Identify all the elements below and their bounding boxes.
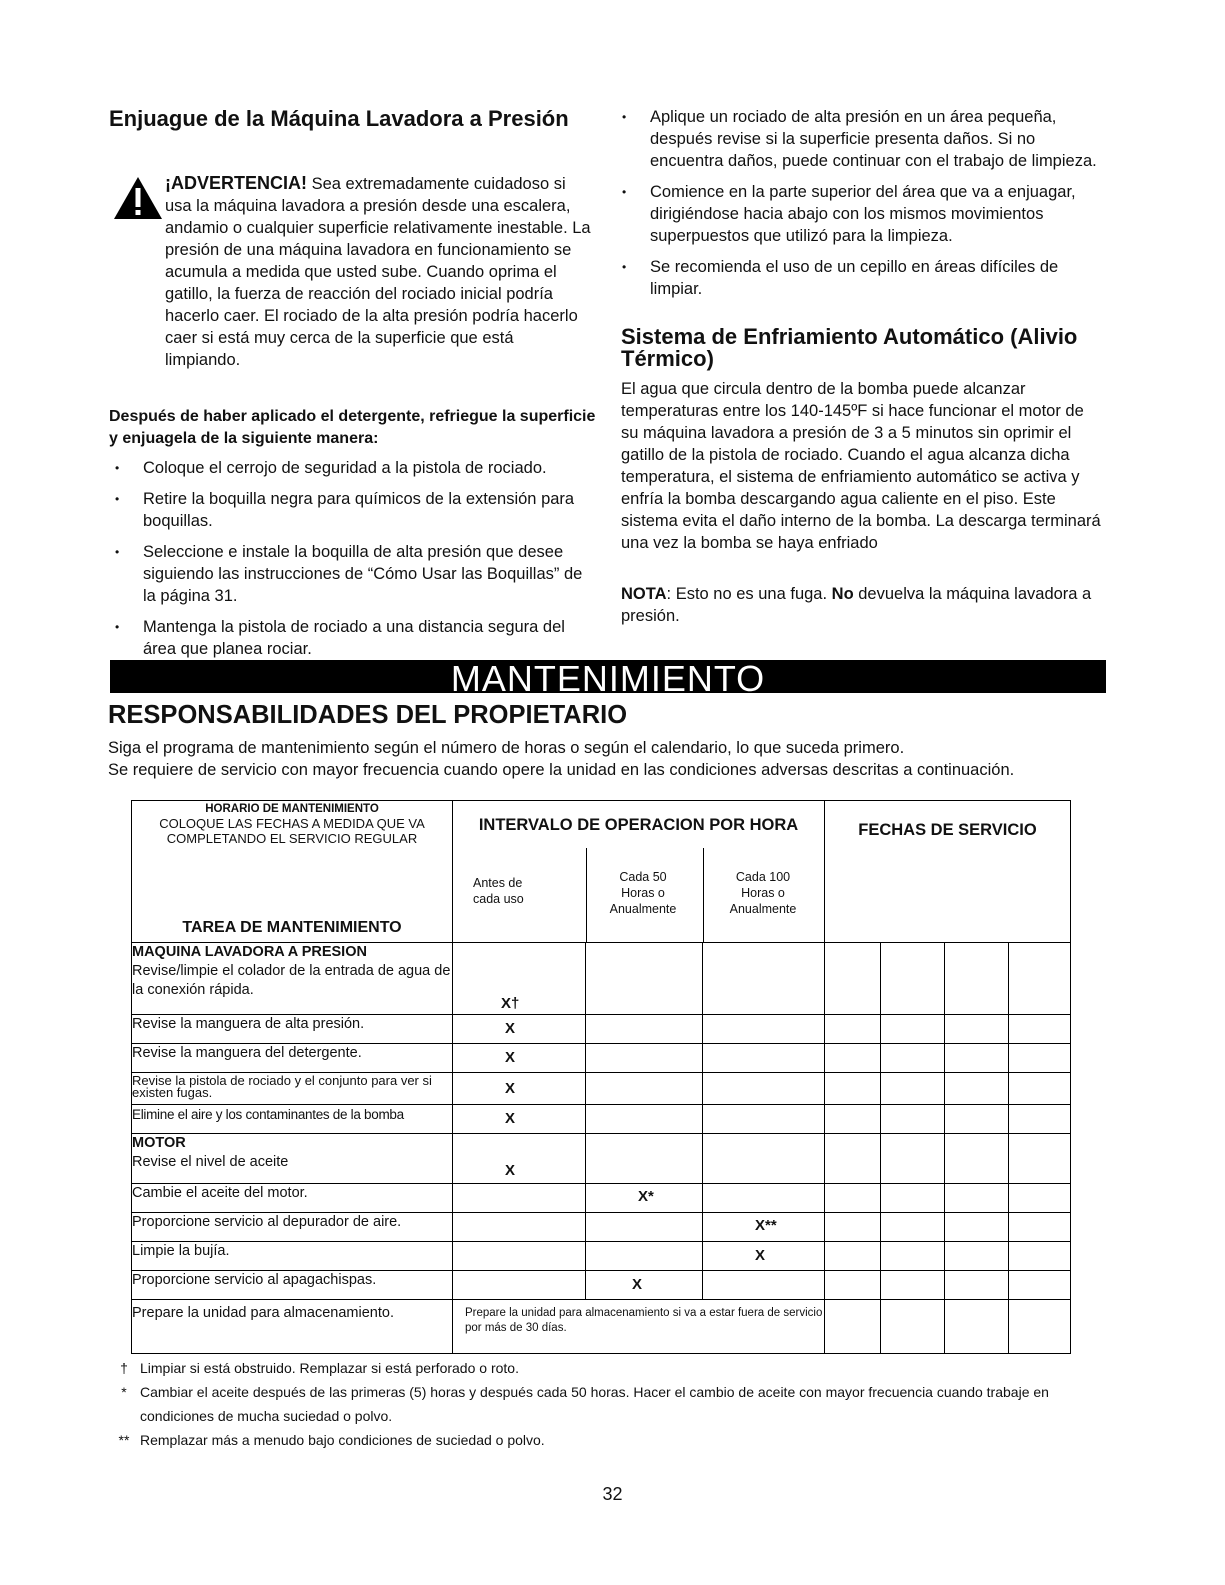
dates-header-cell xyxy=(825,801,1071,943)
interval-mark: X** xyxy=(755,1217,777,1234)
task-text: Limpie la bujía. xyxy=(132,1242,453,1271)
col-every-50: Cada 50 Horas o Anualmente xyxy=(609,870,677,916)
task-text: Revise la pistola de rociado y el conjunto para ver si existen fugas. xyxy=(132,1073,453,1105)
col-before-each-use: Antes de cada uso xyxy=(473,876,524,906)
table-row xyxy=(132,1242,1071,1271)
table-row xyxy=(132,1073,1071,1105)
intro-line-2: Se requiere de servicio con mayor frecuencia cuando opere la unidad en las condiciones adversas descritas a continuación. xyxy=(108,761,1015,779)
group-pressure-washer: MAQUINA LAVADORA A PRESION xyxy=(132,944,367,960)
table-row xyxy=(132,1044,1071,1073)
interval-header: INTERVALO DE OPERACION POR HORA xyxy=(478,816,799,834)
interval-mark: X xyxy=(505,1080,516,1097)
task-text: Cambie el aceite del motor. xyxy=(132,1184,453,1213)
interval-header-cell xyxy=(453,801,825,943)
interval-mark: X* xyxy=(638,1188,654,1205)
intro-line-1: Siga el programa de mantenimiento según el número de horas o según el calendario, lo que suceda primero. xyxy=(108,739,905,757)
list-item: • Seleccione e instale la boquilla de alta presión que desee siguiendo las instrucciones de “Cómo Usar las Boquillas” de la página 31. xyxy=(109,541,599,607)
table-row xyxy=(132,1213,1071,1242)
task-text: Revise la manguera de alta presión. xyxy=(132,1015,453,1044)
footnotes xyxy=(114,1356,1074,1452)
list-item: • Se recomienda el uso de un cepillo en áreas difíciles de limpiar. xyxy=(616,256,1106,300)
table-header-row xyxy=(132,801,1071,943)
list-item: • Coloque el cerrojo de seguridad a la pistola de rociado. xyxy=(109,457,599,479)
table-row xyxy=(132,1105,1071,1134)
warning-label: ¡ADVERTENCIA! xyxy=(165,173,307,193)
maintenance-banner: MANTENIMIENTO xyxy=(110,660,1106,693)
cooling-heading: Sistema de Enfriamiento Automático (Alivio Térmico) xyxy=(621,324,1078,371)
warning-triangle-icon xyxy=(113,176,163,220)
rinse-steps-list xyxy=(109,457,599,669)
list-item: • Mantenga la pistola de rociado a una distancia segura del área que planea rociar. xyxy=(109,616,599,660)
table-row xyxy=(132,1015,1071,1044)
interval-mark: X xyxy=(632,1276,643,1293)
col-every-100: Cada 100 Horas o Anualmente xyxy=(729,870,797,916)
schedule-title: HORARIO DE MANTENIMIENTO xyxy=(205,803,379,815)
rinse-steps-list-continued xyxy=(616,106,1106,309)
table-row xyxy=(132,1134,1071,1184)
section-title: RESPONSABILIDADES DEL PROPIETARIO xyxy=(108,701,628,729)
list-item: • Aplique un rociado de alta presión en un área pequeña, después revise si la superficie presenta daños. Si no encuentra daños, puede continuar con el trabajo de limpieza. xyxy=(616,106,1106,172)
warning-text: ¡ADVERTENCIA! Sea extremadamente cuidadoso si usa la máquina lavadora a presión desde una escalera, andamio o cualquier superficie relativamente inestable. La presión de una máquina lavadora en funcionamiento se acumula a medida que usted sube. Cuando oprima el gatillo, la fuerza de reacción del rociado inicial podría hacerlo caer. El rociado de la alta presión podría hacerlo caer si está muy cerca de la superficie que está limpiando. xyxy=(165,173,591,369)
interval-mark: X xyxy=(505,1020,516,1037)
footnote: † Limpiar si está obstruido. Remplazar si está perforado o roto. xyxy=(120,1360,519,1376)
list-item: • Retire la boquilla negra para químicos de la extensión para boquillas. xyxy=(109,488,599,532)
footnote: ** Remplazar más a menudo bajo condiciones de suciedad o polvo. xyxy=(118,1432,545,1448)
schedule-subtitle: COLOQUE LAS FECHAS A MEDIDA QUE VA COMPLETANDO EL SERVICIO REGULAR xyxy=(159,816,425,846)
task-text: Proporcione servicio al apagachispas. xyxy=(132,1271,453,1300)
dates-header: FECHAS DE SERVICIO xyxy=(858,821,1037,839)
table-row xyxy=(132,1300,1071,1354)
maintenance-schedule-table xyxy=(131,800,1071,1354)
task-text: Revise la manguera del detergente. xyxy=(132,1044,453,1073)
rinse-intro: Después de haber aplicado el detergente, refriegue la superficie y enjuagela de la siguiente manera: xyxy=(109,408,596,447)
table-row xyxy=(132,943,1071,1015)
storage-note: Prepare la unidad para almacenamiento si va a estar fuera de servicio por más de 30 días. xyxy=(453,1300,825,1354)
group-motor: MOTOR xyxy=(132,1135,186,1151)
cooling-paragraph: El agua que circula dentro de la bomba puede alcanzar temperaturas entre los 140-145ºF si hace funcionar el motor de su máquina lavadora a presión de 3 a 5 minutos sin oprimir el gatillo de la pistola de rociado. Cuando el agua alcanza dicha temperatura, el sistema de enfriamiento automático se activa y enfría la bomba descargando agua caliente en el piso. Este sistema evita el daño interno de la bomba. La descarga terminará una vez la bomba se haya enfriado xyxy=(621,380,1101,552)
task-header: TAREA DE MANTENIMIENTO xyxy=(182,919,402,936)
page-number: 32 xyxy=(602,1484,623,1504)
rinse-heading: Enjuague de la Máquina Lavadora a Presión xyxy=(109,106,569,131)
interval-mark: X xyxy=(505,1049,516,1066)
task-text: Revise/limpie el colador de la entrada de agua de la conexión rápida. xyxy=(132,963,451,998)
interval-mark: X xyxy=(755,1247,766,1264)
list-item: • Comience en la parte superior del área que va a enjuagar, dirigiéndose hacia abajo con los mismos movimientos superpuestos que utilizó para la limpieza. xyxy=(616,181,1106,247)
task-text: Elimine el aire y los contaminantes de la bomba xyxy=(132,1105,453,1134)
task-text: Prepare la unidad para almacenamiento. xyxy=(132,1300,453,1354)
interval-mark: X† xyxy=(501,995,520,1012)
schedule-header-cell xyxy=(132,801,453,943)
interval-mark: X xyxy=(505,1110,516,1127)
task-text: Revise el nivel de aceite xyxy=(132,1154,289,1170)
table-row xyxy=(132,1184,1071,1213)
footnote: * Cambiar el aceite después de las primeras (5) horas y después cada 50 horas. Hacer el cambio de aceite con mayor frecuencia cuando trabaje en condiciones de mucha suciedad o polvo. xyxy=(121,1384,1049,1424)
table-row xyxy=(132,1271,1071,1300)
task-text: Proporcione servicio al depurador de aire. xyxy=(132,1213,453,1242)
cooling-note: NOTA: Esto no es una fuga. No devuelva la máquina lavadora a presión. xyxy=(621,585,1092,625)
interval-mark: X xyxy=(505,1162,516,1179)
